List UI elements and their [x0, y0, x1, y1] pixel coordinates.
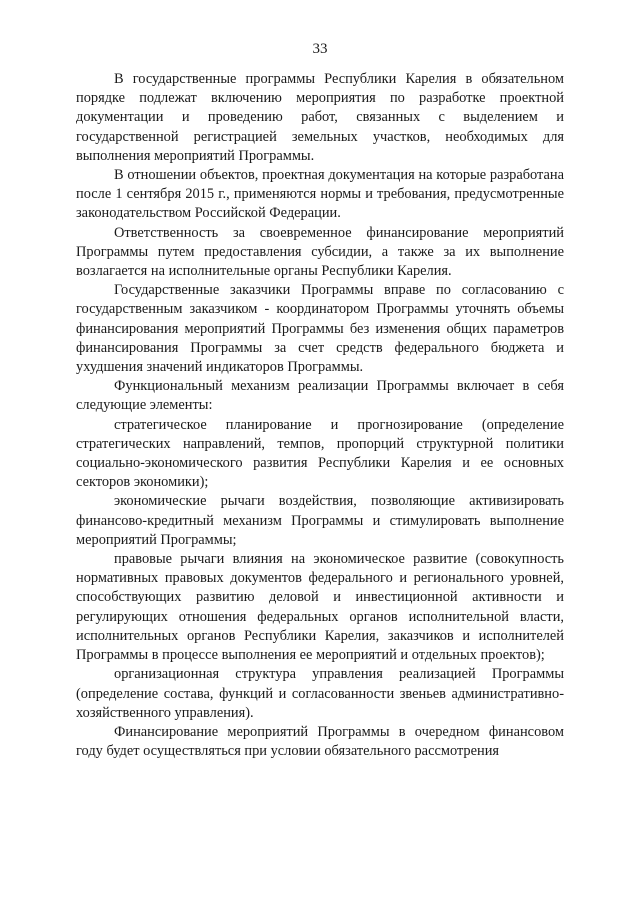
page-number: 33: [312, 41, 328, 57]
paragraph-responsibility: Ответственность за своевременное финансирование мероприятий Программы путем предоставления субсидии, а также за их выполнение возлагается на исполнительные органы Республики Карелия.: [76, 224, 564, 280]
paragraph-functional-mechanism: Функциональный механизм реализации Программы включает в себя следующие элементы:: [76, 378, 564, 414]
paragraph-project-documentation: В отношении объектов, проектная документация на которые разработана после 1 сентября 2015 г., применяются нормы и требования, предусмотренные законодательством Российской Федерации.: [76, 167, 564, 222]
list-item-organizational-structure: организационная структура управления реализацией Программы (определение состава, функций и согласованности звеньев административно-хозяйственного управления).: [76, 666, 564, 721]
paragraph-state-customers: Государственные заказчики Программы вправе по согласованию с государственным заказчиком - координатором Программы уточнять объемы финансирования мероприятий Программы без изменения общих параметров финансирования Программы за счет средств федерального бюджета и ухудшения значений индикаторов Программы.: [76, 282, 564, 376]
list-item-strategic-planning: стратегическое планирование и прогнозирование (определение стратегических направлений, темпов, пропорций структурной политики социально-экономического развития Республики Карелия и ее основных секторов экономики);: [76, 416, 564, 491]
list-item-economic-levers: экономические рычаги воздействия, позволяющие активизировать финансово-кредитный механизм Программы и стимулировать выполнение мероприятий Программы;: [76, 493, 564, 548]
document-body: [76, 70, 564, 761]
paragraph-financing: Финансирование мероприятий Программы в очередном финансовом году будет осуществляться при условии обязательного рассмотрения: [76, 723, 564, 760]
list-item-legal-levers: правовые рычаги влияния на экономическое развитие (совокупность нормативных правовых документов федерального и регионального уровней, способствующих развитию деловой и инвестиционной активности и регулирующих отношения федеральных органов исполнительной власти, исполнительных органов Республики Карелия, заказчиков и исполнителей Программы в процессе выполнения ее мероприятий и отдельных проектов);: [76, 551, 564, 664]
paragraph-land-plots: В государственные программы Республики Карелия в обязательном порядке подлежат включению мероприятия по разработке проектной документации и проведению работ, связанных с выделением и государственной регистрацией земельных участков, необходимых для выполнения мероприятий Программы.: [76, 71, 564, 164]
